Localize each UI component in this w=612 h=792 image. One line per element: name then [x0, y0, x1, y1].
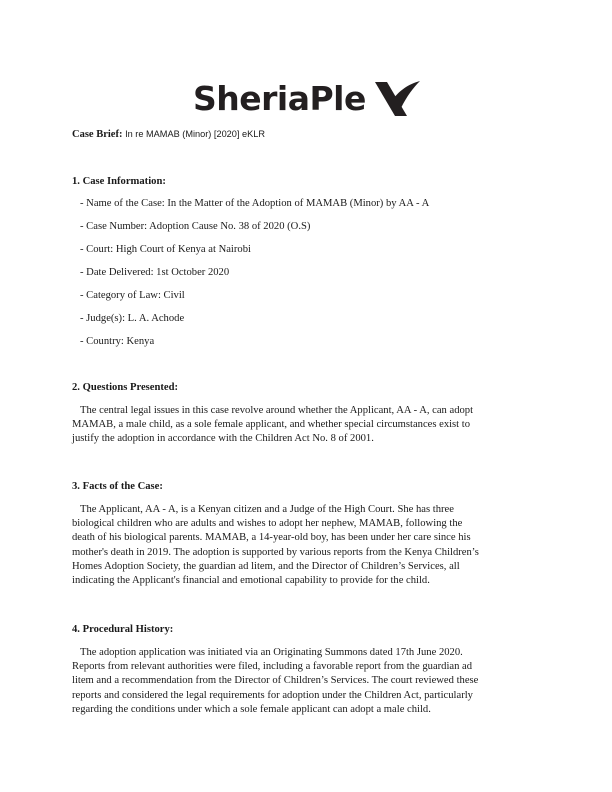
paragraph-line: justify the adoption in accordance with the Children Act No. 8 of 2001.	[72, 433, 374, 445]
info-item: - Case Number: Adoption Cause No. 38 of 2020 (O.S)	[80, 221, 311, 232]
section-heading-procedural-history: 4. Procedural History:	[72, 624, 174, 635]
info-item: - Category of Law: Civil	[80, 290, 185, 301]
paragraph-line: biological children who are adults and wishes to adopt her nephew, MAMAB, following the	[72, 518, 463, 530]
paragraph-line: regarding the conditions under which a sole female applicant can adopt a male child.	[72, 703, 431, 715]
facts-paragraph	[72, 503, 542, 588]
paragraph-line: indicating the Applicant's financial and emotional capability to provide for the child.	[72, 575, 430, 587]
paragraph-line: The central legal issues in this case revolve around whether the Applicant, AA - A, can adopt	[80, 405, 474, 416]
paragraph-line: Homes Adoption Society, the guardian ad litem, and the Director of Children’s Services, all	[72, 560, 460, 572]
paragraph-line: MAMAB, a male child, as a sole female applicant, and whether special circumstances exist to	[72, 419, 471, 431]
section-heading-questions-presented: 2. Questions Presented:	[72, 382, 179, 393]
info-item: - Court: High Court of Kenya at Nairobi	[80, 244, 251, 255]
history-paragraph	[72, 646, 542, 717]
case-brief-label: Case Brief:	[72, 129, 123, 140]
info-item: - Date Delivered: 1st October 2020	[80, 267, 230, 278]
x-mark-icon	[373, 80, 421, 118]
info-item: - Judge(s): L. A. Achode	[80, 313, 185, 324]
paragraph-line: litem and a recommendation from the Director of Children’s Services. The court reviewed these	[72, 675, 479, 687]
paragraph-line: death of his biological parents. MAMAB, a 14-year-old boy, has been under her care since his	[72, 532, 471, 544]
section-heading-facts: 3. Facts of the Case:	[72, 481, 163, 492]
case-citation: In re MAMAB (Minor) [2020] eKLR	[125, 129, 265, 139]
paragraph-line: reports and considered the legal requirements for adoption under the Children Act, particularly	[72, 689, 473, 701]
logo-wordmark: SheriaPle	[193, 79, 366, 118]
info-item: - Country: Kenya	[80, 336, 155, 347]
case-brief-line	[72, 129, 265, 140]
questions-paragraph	[72, 404, 542, 447]
paragraph-line: Reports from relevant authorities were filed, including a favorable report from the guardian ad	[72, 661, 473, 673]
paragraph-line: mother's death in 2019. The adoption is supported by various reports from the Kenya Children’s	[72, 546, 479, 558]
paragraph-line: The adoption application was initiated via an Originating Summons dated 17th June 2020.	[80, 647, 463, 658]
sheriaplex-logo	[193, 78, 418, 120]
section-heading-case-information: 1. Case Information:	[72, 176, 166, 187]
paragraph-line: The Applicant, AA - A, is a Kenyan citizen and a Judge of the High Court. She has three	[80, 504, 454, 515]
info-item: - Name of the Case: In the Matter of the Adoption of MAMAB (Minor) by AA - A	[80, 198, 430, 209]
